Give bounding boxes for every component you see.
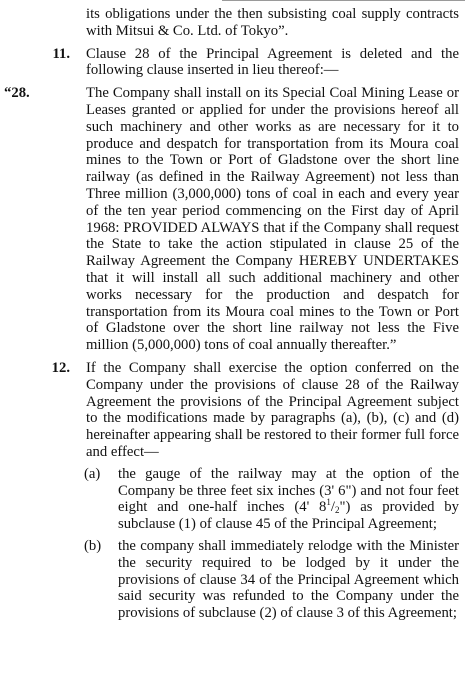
fraction-denominator: 2 [334,505,340,516]
continuation-paragraph: its obligations under the then subsisting coal supply contracts with Mitsui & Co. Ltd. of Tokyo”. [86,6,459,39]
subclause-text [118,466,459,533]
clause-11 [52,45,459,80]
clause-12 [51,359,459,461]
clause-text: If the Company shall exercise the option conferred on the Company under the provisions of clause 28 of the Railway Agreement the provisions of the Principal Agreement subject to the modifications made by paragraphs (a), (b), (c) and (d) hereinafter appearing shall be restored to their former full force and effect— [86,359,459,460]
clause-text: The Company shall install on its Special Coal Mining Lease or Leases granted or applied for under the provisions hereof all such machinery and other works as are necessary for it to produce and despatch for transportation from its Moura coal mines to the Town or Port of Gladstone over the short line railway (as defined in the Railway Agreement) not less than Three million (3,000,000) tons of coal in each and every year of the ten year period commencing on the First day of April 1968: PROVIDED ALWAYS that if the Company shall request the State to take the action stipulated in clause 25 of the Railway Agreement the Company HEREBY UNDERTAKES that it will install all such additional machinery and other works necessary for the production and despatch for transportation from its Moura coal mines to the Town or Port of Gladstone over the short line railway not less the Five million (5,000,000) tons of coal annually thereafter.” [86,85,459,354]
subclause-b [84,537,459,622]
fraction-slash: / [330,499,335,516]
subclause-text-after: ") as provided by subclause (1) of clause 45 of the Principal Agreement; [118,499,459,533]
clause-number: “28. [4,85,30,102]
clause-text: Clause 28 of the Principal Agreement is deleted and the following clause inserted in lieu thereof:— [86,45,459,79]
clause-number: 12. [51,359,70,376]
subclause-text: the company shall immediately relodge with the Minister the security required to be lodged by it under the provisions of clause 34 of the Principal Agreement which said security was refunded to the Company under the provisions of subclause (2) of clause 3 of this Agreement; [118,537,459,622]
subclause-label: (b) [84,537,102,554]
subclause-label: (a) [84,465,101,482]
document-page [0,6,465,622]
subclause-text-before: the gauge of the railway may at the option of the Company be three feet six inches (3' 6") and not four feet eight and one-half inches (4' 8 [118,465,459,516]
clause-28 [4,85,459,354]
top-rule [222,0,465,1]
clause-number: 11. [52,45,70,62]
fraction-numerator: 1 [326,497,331,508]
subclause-a [84,465,459,533]
